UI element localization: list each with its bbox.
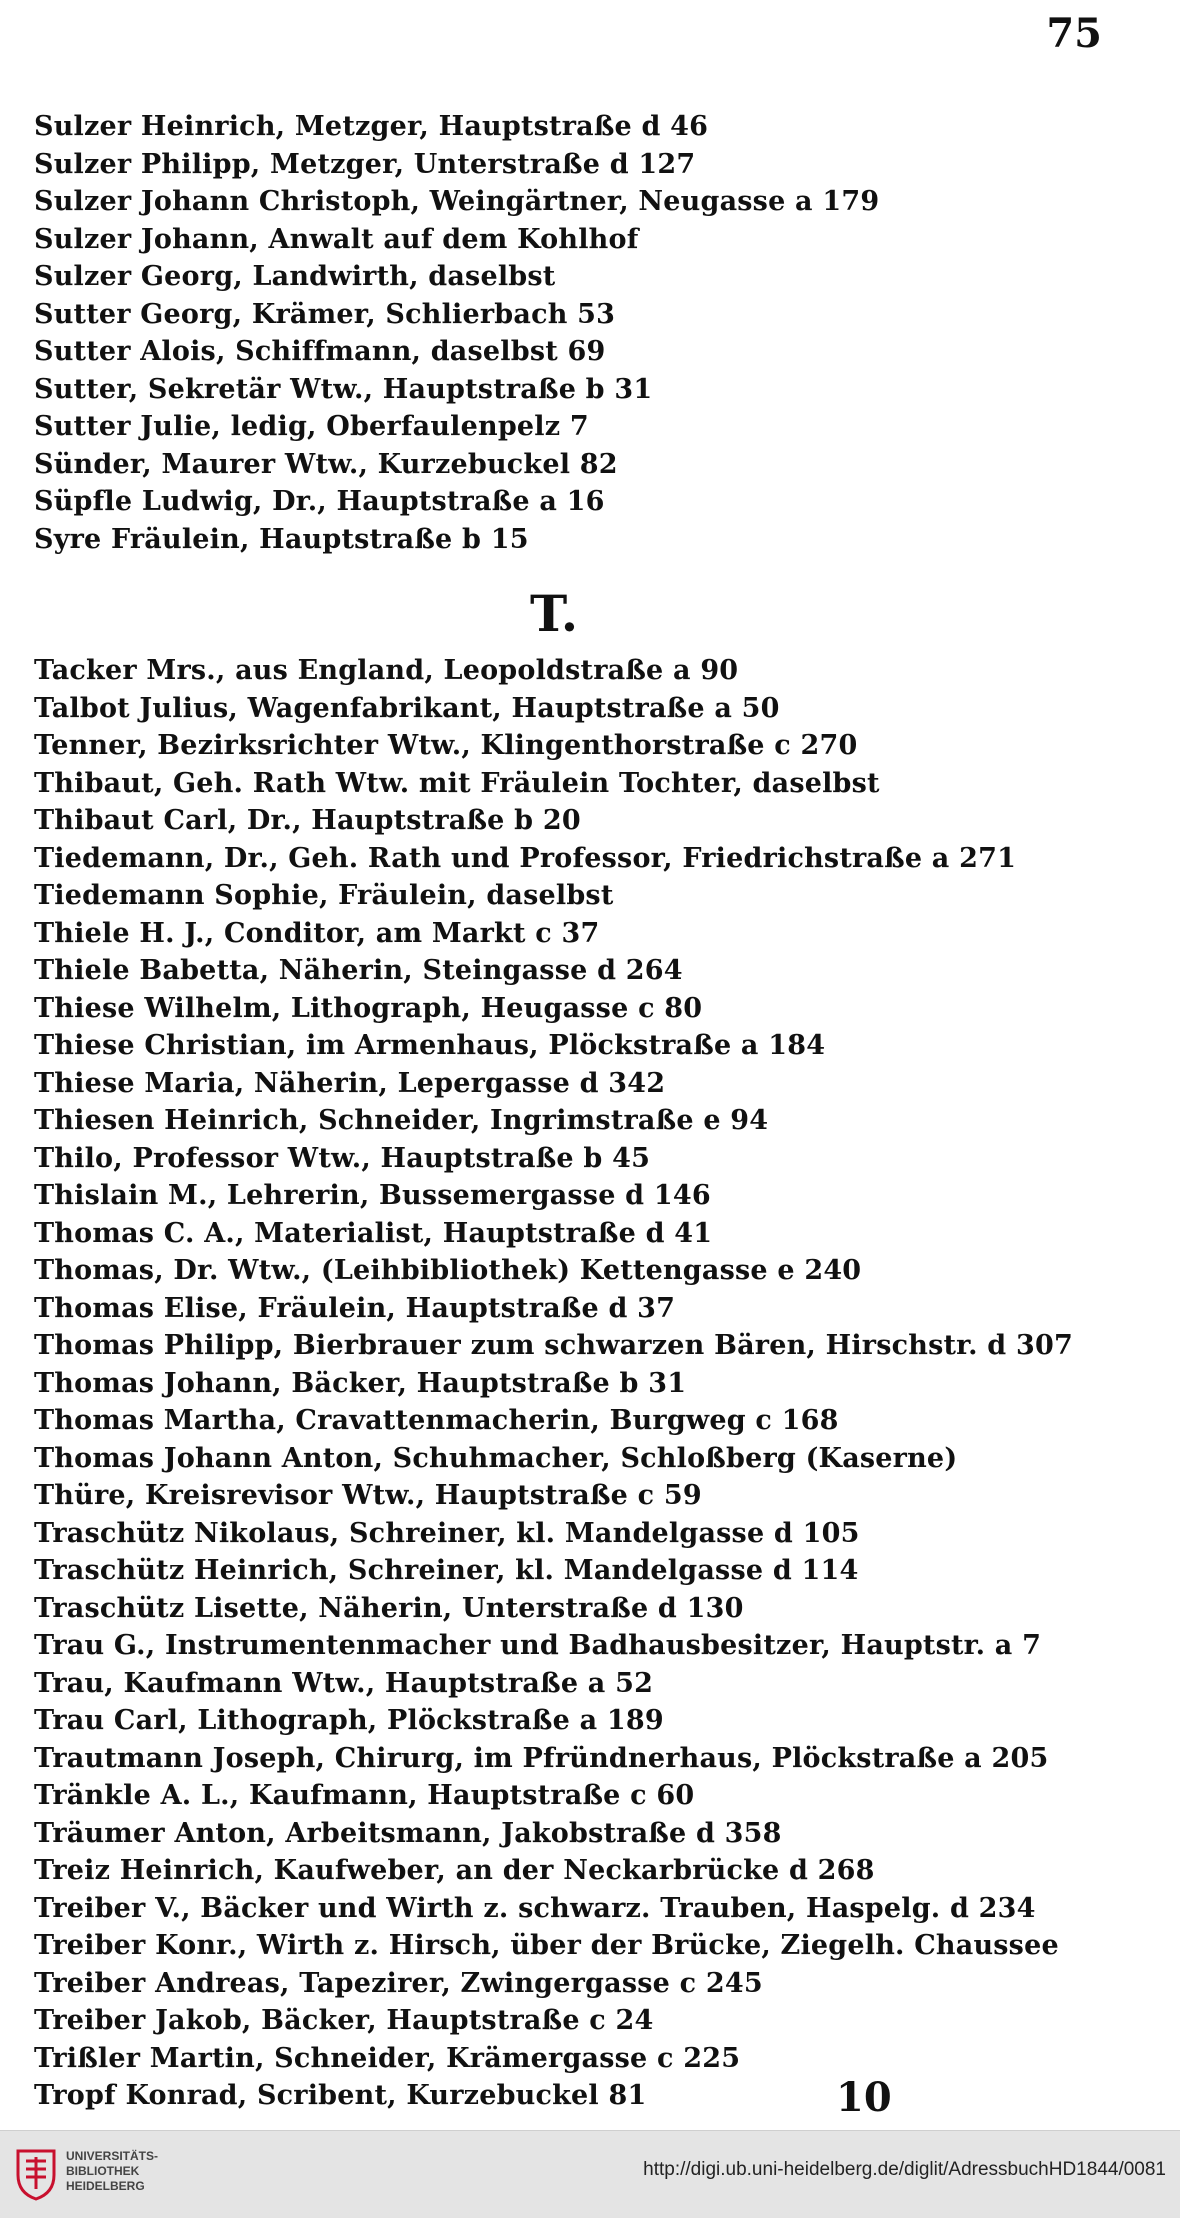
directory-entry: Treiber V., Bäcker und Wirth z. schwarz. Trauben, Haspelg. d 234: [34, 1892, 1036, 1924]
directory-entry: Traschütz Nikolaus, Schreiner, kl. Mandelgasse d 105: [34, 1517, 860, 1549]
directory-entry: Treiz Heinrich, Kaufweber, an der Neckarbrücke d 268: [34, 1855, 875, 1886]
directory-entry: Syre Fräulein, Hauptstraße b 15: [34, 523, 529, 555]
directory-entry: Sutter Alois, Schiffmann, daselbst 69: [34, 336, 606, 367]
library-name-line: HEIDELBERG: [66, 2179, 145, 2193]
directory-entry: Thislain M., Lehrerin, Bussemergasse d 146: [34, 1180, 711, 1211]
directory-entry: Träumer Anton, Arbeitsmann, Jakobstraße d 358: [34, 1817, 782, 1849]
directory-entry: Tropf Konrad, Scribent, Kurzebuckel 81: [34, 2080, 647, 2111]
directory-entry: Trau, Kaufmann Wtw., Hauptstraße a 52: [34, 1667, 654, 1699]
directory-list-s: [34, 108, 879, 558]
directory-entry: Sutter Georg, Krämer, Schlierbach 53: [34, 298, 616, 330]
directory-entry: Sutter Julie, ledig, Oberfaulenpelz 7: [34, 411, 589, 442]
library-name: [66, 2149, 158, 2194]
directory-entry: Thomas Philipp, Bierbrauer zum schwarzen Bären, Hirschstr. d 307: [34, 1330, 1073, 1361]
directory-entry: Talbot Julius, Wagenfabrikant, Hauptstraße a 50: [34, 692, 780, 724]
directory-entry: Tenner, Bezirksrichter Wtw., Klingenthorstraße c 270: [34, 730, 858, 761]
page-number: 75: [1046, 10, 1102, 57]
directory-entry: Thiele Babetta, Näherin, Steingasse d 264: [34, 955, 683, 986]
directory-entry: Tiedemann, Dr., Geh. Rath und Professor, Friedrichstraße a 271: [34, 842, 1017, 874]
directory-entry: Thibaut Carl, Dr., Hauptstraße b 20: [34, 805, 581, 836]
directory-entry: Traschütz Lisette, Näherin, Unterstraße d 130: [34, 1592, 744, 1624]
directory-entry: Tränkle A. L., Kaufmann, Hauptstraße c 60: [34, 1780, 695, 1811]
directory-entry: Thomas C. A., Materialist, Hauptstraße d 41: [34, 1217, 713, 1249]
directory-entry: Sutter, Sekretär Wtw., Hauptstraße b 31: [34, 373, 653, 405]
directory-entry: Trißler Martin, Schneider, Krämergasse c 225: [34, 2042, 741, 2074]
directory-entry: Trau Carl, Lithograph, Plöckstraße a 189: [34, 1705, 664, 1736]
directory-entry: Thomas Johann, Bäcker, Hauptstraße b 31: [34, 1367, 687, 1399]
directory-entry: Trautmann Joseph, Chirurg, im Pfründnerhaus, Plöckstraße a 205: [34, 1742, 1049, 1774]
directory-entry: Tacker Mrs., aus England, Leopoldstraße a 90: [34, 655, 739, 686]
directory-entry: Treiber Jakob, Bäcker, Hauptstraße c 24: [34, 2005, 654, 2036]
directory-list-t: [34, 652, 1073, 2115]
directory-entry: Sulzer Johann, Anwalt auf dem Kohlhof: [34, 223, 639, 255]
directory-entry: Sulzer Johann Christoph, Weingärtner, Neugasse a 179: [34, 186, 880, 217]
directory-entry: Thiese Maria, Näherin, Lepergasse d 342: [34, 1067, 666, 1099]
directory-entry: Thibaut, Geh. Rath Wtw. mit Fräulein Tochter, daselbst: [34, 767, 880, 799]
footer-bar: [0, 2130, 1180, 2218]
section-heading: T.: [530, 584, 579, 643]
university-logo-icon: [14, 2145, 58, 2201]
directory-entry: Sulzer Philipp, Metzger, Unterstraße d 127: [34, 148, 696, 180]
library-name-line: UNIVERSITÄTS-: [66, 2149, 159, 2163]
directory-entry: Tiedemann Sophie, Fräulein, daselbst: [34, 880, 614, 911]
directory-entry: Sulzer Heinrich, Metzger, Hauptstraße d 46: [34, 111, 709, 142]
directory-entry: Trau G., Instrumentenmacher und Badhausbesitzer, Hauptstr. a 7: [34, 1630, 1042, 1661]
directory-entry: Thomas Martha, Cravattenmacherin, Burgweg c 168: [34, 1405, 839, 1436]
directory-entry: Thilo, Professor Wtw., Hauptstraße b 45: [34, 1142, 651, 1174]
directory-entry: Thomas Johann Anton, Schuhmacher, Schloßberg (Kaserne): [34, 1442, 958, 1474]
directory-entry: Sünder, Maurer Wtw., Kurzebuckel 82: [34, 448, 618, 480]
directory-entry: Thiese Wilhelm, Lithograph, Heugasse c 80: [34, 992, 703, 1024]
directory-entry: Traschütz Heinrich, Schreiner, kl. Mandelgasse d 114: [34, 1555, 859, 1586]
directory-entry: Treiber Andreas, Tapezirer, Zwingergasse c 245: [34, 1967, 763, 1999]
directory-entry: Thomas Elise, Fräulein, Hauptstraße d 37: [34, 1292, 676, 1324]
directory-entry: Treiber Konr., Wirth z. Hirsch, über der Brücke, Ziegelh. Chaussee: [34, 1930, 1059, 1961]
source-url-link[interactable]: http://digi.ub.uni-heidelberg.de/diglit/AdressbuchHD1844/0081: [643, 2159, 1166, 2180]
printer-signature: 10: [836, 2074, 892, 2121]
directory-entry: Thüre, Kreisrevisor Wtw., Hauptstraße c 59: [34, 1480, 702, 1511]
directory-entry: Thiesen Heinrich, Schneider, Ingrimstraße e 94: [34, 1105, 769, 1136]
directory-entry: Sulzer Georg, Landwirth, daselbst: [34, 261, 556, 292]
directory-entry: Thiese Christian, im Armenhaus, Plöckstraße a 184: [34, 1030, 826, 1061]
directory-entry: Süpfle Ludwig, Dr., Hauptstraße a 16: [34, 486, 605, 517]
library-name-line: BIBLIOTHEK: [66, 2164, 140, 2178]
directory-entry: Thiele H. J., Conditor, am Markt c 37: [34, 917, 600, 949]
directory-entry: Thomas, Dr. Wtw., (Leihbibliothek) Kettengasse e 240: [34, 1255, 862, 1286]
